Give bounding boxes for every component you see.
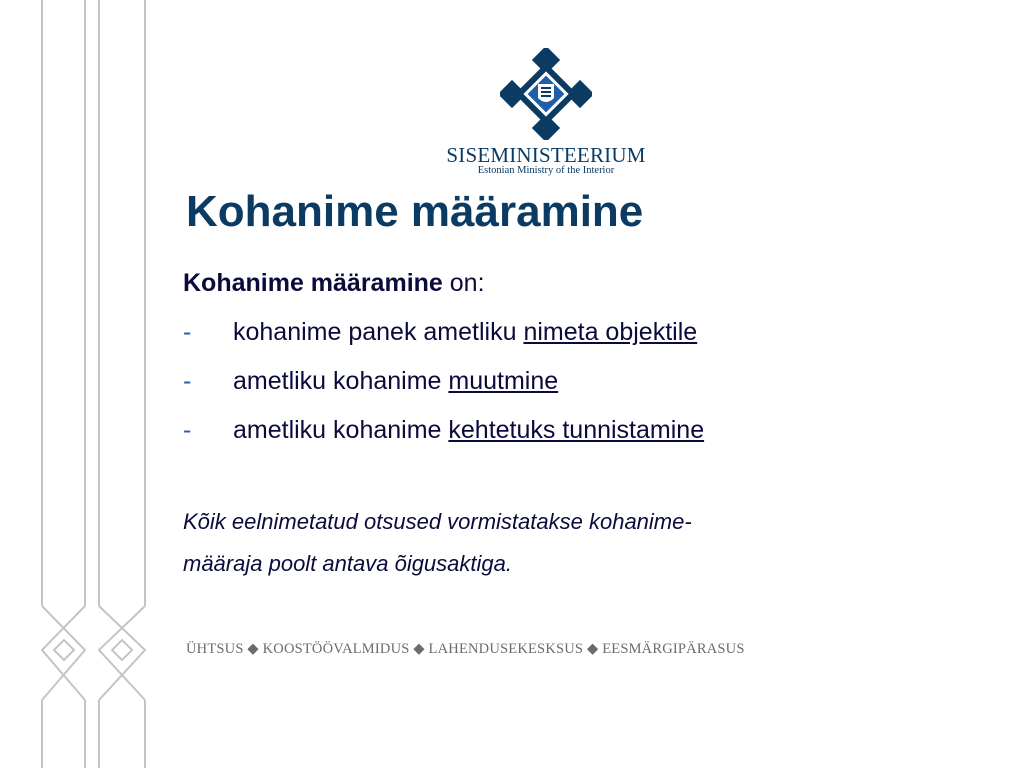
note-line-1: Kõik eelnimetatud otsused vormistatakse kohanime- xyxy=(183,509,692,534)
intro-suffix: on: xyxy=(442,269,485,297)
bullet-marker: - xyxy=(183,318,192,346)
organization-subtitle: Estonian Ministry of the Interior xyxy=(477,165,615,176)
bullet-marker: - xyxy=(183,416,192,444)
list-item xyxy=(183,363,558,399)
list-item xyxy=(183,314,697,350)
bullet-underlined-text: kehtetuks tunnistamine xyxy=(448,416,705,444)
bullet-marker: - xyxy=(183,367,192,395)
list-item xyxy=(183,412,704,448)
footer-values: ÜHTSUS ◆ KOOSTÖÖVALMIDUS ◆ LAHENDUSEKESKSUS ◆ EESMÄRGIPÄRASUS xyxy=(186,641,745,657)
bullet-underlined-text: muutmine xyxy=(448,367,559,395)
bullet-text: ametliku kohanime xyxy=(233,416,449,444)
decorative-line-ornament xyxy=(0,0,160,768)
slide-title: Kohanime määramine xyxy=(186,187,644,236)
organization-name: SISEMINISTEERIUM xyxy=(446,143,646,167)
intro-line xyxy=(183,265,485,301)
bullet-underlined-text: nimeta objektile xyxy=(523,318,698,346)
bullet-text: kohanime panek ametliku xyxy=(233,318,524,346)
bullet-text: ametliku kohanime xyxy=(233,367,449,395)
intro-term: Kohanime määramine xyxy=(183,269,443,297)
ministry-coat-of-arms-icon xyxy=(500,48,592,140)
note-line-2: määraja poolt antava õigusaktiga. xyxy=(183,551,512,576)
